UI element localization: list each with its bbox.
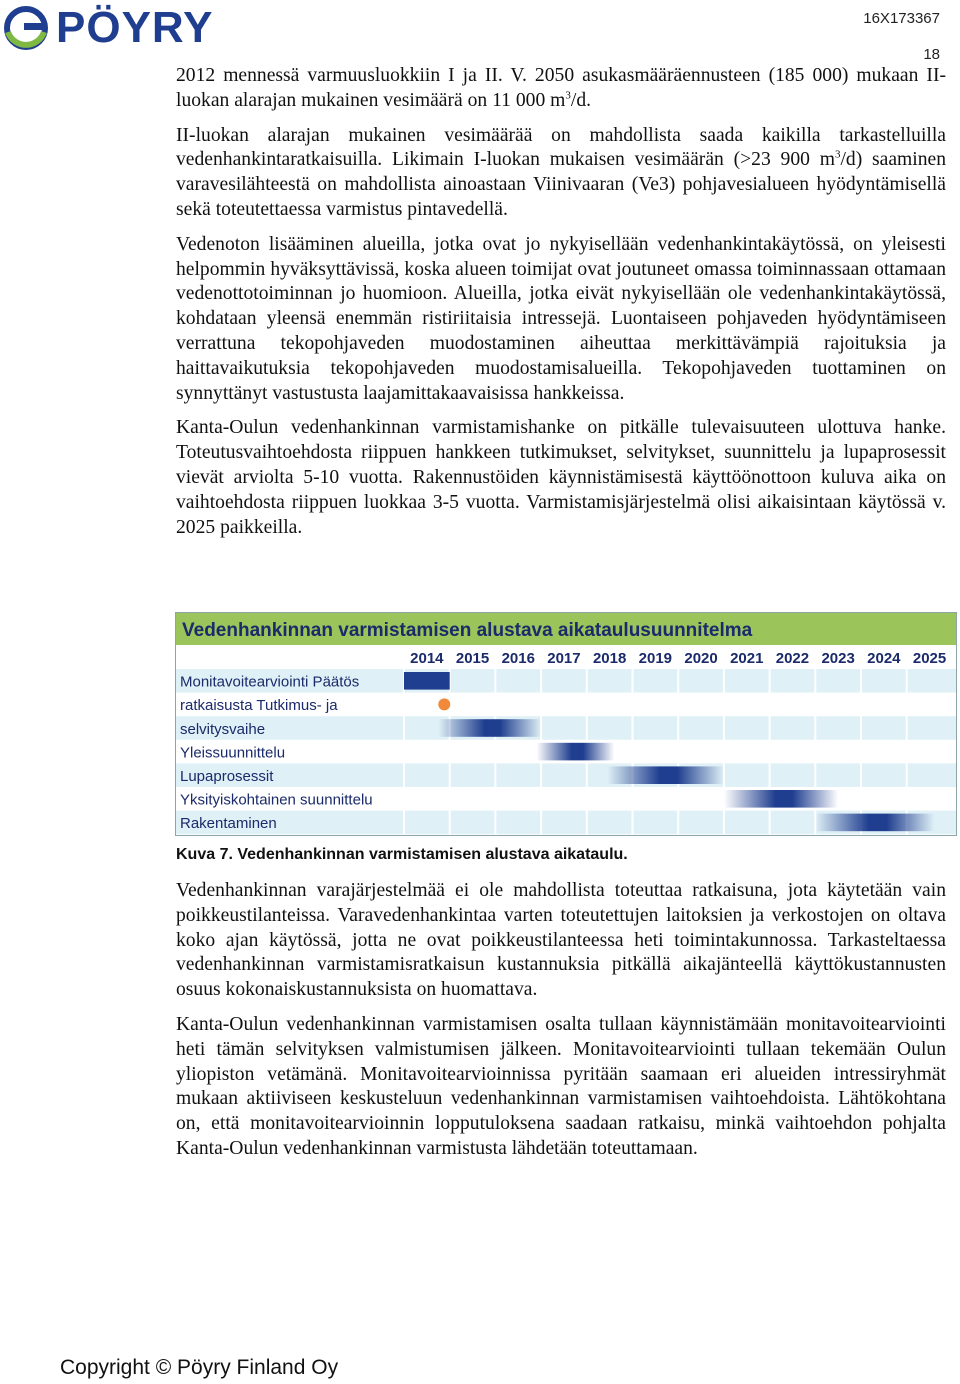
row-label: selvitysvaihe	[180, 720, 266, 738]
row-label: Monitavoitearviointi Päätös	[180, 673, 360, 691]
chart-title: Vedenhankinnan varmistamisen alustava aikataulusuunnitelma	[176, 613, 956, 645]
milestone-dot	[438, 698, 450, 710]
row-label: ratkaisusta Tutkimus- ja	[180, 697, 338, 715]
paragraph-2: II-luokan alarajan mukainen vesimäärää on mahdollista saada kaikilla tarkastelluilla vedenhankintaratkaisuilla. Likimain I-luokan mukaisen vesimäärän (>23 900 $m^3/d$) saaminen varavesilähteestä on mahdollista ainoastaan Viinivaaran (Ve3) pohjavesialueen hyödyntämisellä sekä toteutettaessa varmistus pintavedellä.	[176, 124, 946, 220]
year-label: 2020	[684, 650, 718, 667]
row-label: Yleissuunnittelu	[180, 744, 286, 762]
gantt-bar	[724, 790, 838, 808]
gantt-bar	[404, 672, 450, 690]
schedule-chart	[175, 612, 957, 836]
gantt-bar	[438, 719, 541, 737]
table-row	[176, 716, 956, 740]
gantt-grid	[176, 645, 956, 835]
row-label: Lupaprosessit	[180, 768, 274, 785]
poyry-logo-icon	[4, 6, 48, 50]
year-label: 2022	[775, 650, 810, 667]
paragraph-5: Vedenhankinnan varajärjestelmää ei ole mahdollista toteuttaa ratkaisuna, jota käytetään vain poikkeustilanteissa. Varavedenhankintaa varten toteutettujen laitoksien ja verkostojen on oltava koko ajan käytössä, jotta ne ovat poikkeustilanteessa heti toimintakunnossa. Tarkasteltaessa vedenhankinnan varmistamisratkaisun kustannuksia pitkällä aikajänteellä käyttökustannusten osuus kokonaiskustannuksista on huomattava.	[176, 880, 946, 1001]
year-label: 2025	[912, 650, 947, 667]
year-label: 2016	[501, 650, 535, 667]
paragraph-1: 2012 mennessä varmuusluokkiin I ja II. V. 2050 asukasmääräennusteen (185 000) mukaan II-luokan alarajan mukainen vesimäärä on 11 000 $m^3/d$.	[176, 65, 946, 111]
figure-caption: Kuva 7. Vedenhankinnan varmistamisen alustava aikataulu.	[176, 846, 628, 863]
gantt-bar	[537, 743, 615, 761]
year-label: 2021	[730, 650, 764, 667]
body-text-bottom	[176, 879, 946, 1172]
poyry-logo	[4, 3, 214, 52]
paragraph-6: Kanta-Oulun vedenhankinnan varmistamisen osalta tullaan käynnistämään monitavoitearviointi heti tämän selvityksen valmistumisen jälkeen. Monitavoitearviointi tullaan tekemään Oulun yliopiston vetämänä. Monitavoitearvioinnissa pyritään saamaan eri alueiden intressiryhmät mukaan aktiiviseen keskusteluun vedenhankinnan varmistamisen vaihtoehdoista. Lähtökohtana on, että monitavoitearvioinnin lopputuloksena saadaan ratkaisu, minkä vaihtoehdon pohjalta Kanta-Oulun vedenhankinnan varmistusta lähdetään toteuttamaan.	[176, 1013, 946, 1159]
paragraph-3: Vedenoton lisääminen alueilla, jotka ovat jo nykyisellään vedenhankintakäytössä, on yleisesti helpommin hyväksyttävissä, koska alueen toimijat ovat joutuneet omassa toiminnassaan ottamaan vedenottotoiminnan jo huomioon. Alueilla, jotka eivät nykyisellään ole vedenhankintakäytössä, kohdataan yleensä enemmän ristiriitaisia intressejä. Luontaiseen pohjaveden hyödyntämiseen verrattuna tekopohjaveden muodostaminen aiheuttaa merkittävämpiä rajoituksia ja haittavaikutuksia tekopohjaveden muodostamisalueilla. Tekopohjaveden tuottaminen on synnyttänyt vastustusta laajamittakaavaisissa hankkeissa.	[176, 233, 946, 404]
footer-copyright: Copyright © Pöyry Finland Oy	[60, 1356, 339, 1379]
gantt-bar	[607, 766, 724, 784]
year-label: 2017	[547, 650, 581, 667]
row-label: Rakentaminen	[180, 815, 277, 833]
year-label: 2015	[455, 650, 490, 667]
row-label: Yksityiskohtainen suunnittelu	[180, 791, 373, 809]
gantt-bar	[815, 814, 934, 832]
year-label: 2018	[592, 650, 627, 667]
logo-wordmark: PÖYRY	[56, 3, 214, 52]
year-label: 2024	[867, 650, 901, 667]
year-label: 2023	[821, 650, 855, 667]
body-text-top	[176, 64, 946, 550]
document-number: 16X173367	[863, 10, 940, 27]
year-label: 2019	[638, 650, 673, 667]
page-number: 18	[923, 46, 940, 63]
paragraph-4: Kanta-Oulun vedenhankinnan varmistamishanke on pitkälle tulevaisuuteen ulottuva hanke. Toteutusvaihtoehdosta riippuen hankkeen tutkimukset, selvitykset, suunnittelu ja lupaprosessit vievät arviolta 5-10 vuotta. Rakennustöiden käynnistämisestä käyttöönottoon kuluva aika on vaihtoehdosta riippuen luokkaa 3-5 vuotta. Varmistamisjärjestelmä olisi aikaisintaan käytössä v. 2025 paikkeilla.	[176, 417, 946, 538]
table-row	[176, 763, 956, 787]
year-label: 2014	[410, 650, 444, 667]
